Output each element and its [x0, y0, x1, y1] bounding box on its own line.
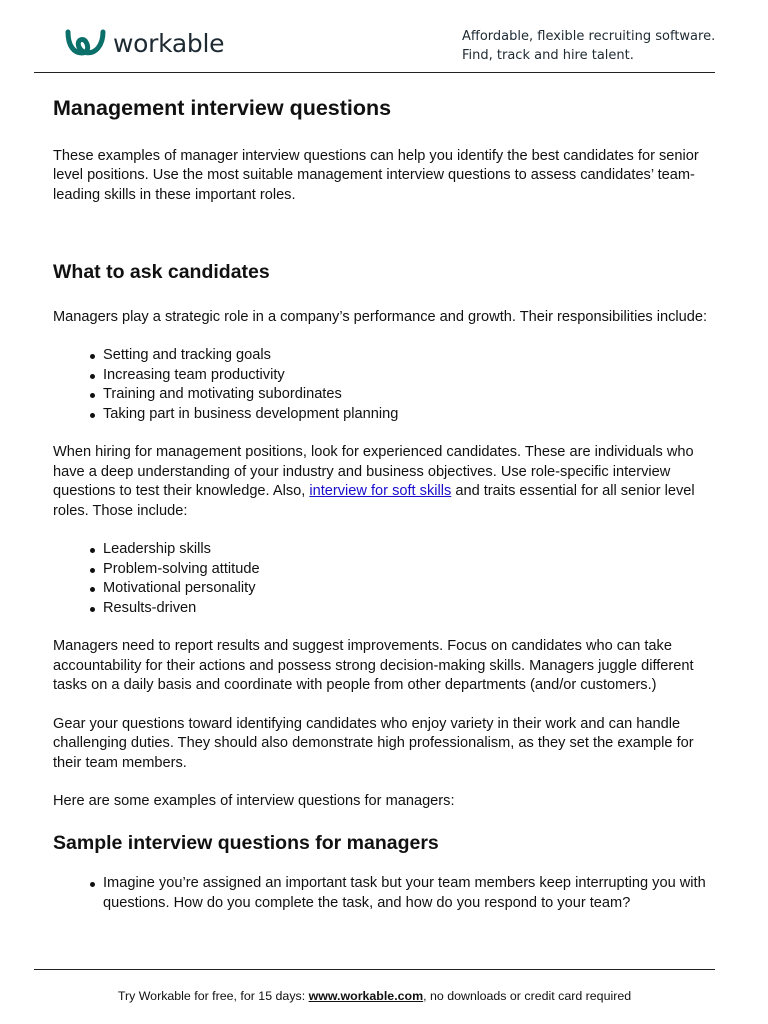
header-tagline: [462, 27, 715, 65]
hiring-text-after: and traits essential for all senior level roles. Those include:: [53, 483, 695, 519]
hiring-paragraph: [53, 443, 718, 521]
logo-wordmark: workable: [113, 28, 225, 58]
list-item: Training and motivating subordinates: [103, 385, 718, 405]
footer-link[interactable]: www.workable.com: [308, 989, 424, 1003]
page-footer: [34, 969, 715, 1003]
workable-logo-icon: [64, 28, 110, 58]
page-title: Management interview questions: [53, 96, 392, 120]
list-item: Imagine you’re assigned an important task but your team members keep interrupting you with questions. How do you complete the task, and how do you respond to your team?: [103, 874, 718, 913]
footer-text-after: , no downloads or credit card required: [423, 989, 632, 1003]
list-item: Motivational personality: [103, 579, 718, 599]
variety-paragraph: Gear your questions toward identifying candidates who enjoy variety in their work and can handle challenging duties. They should also demonstrate high professionalism, as they set the example for their team members.: [53, 715, 694, 771]
footer-text: [34, 989, 715, 1003]
intro-paragraph: These examples of manager interview questions can help you identify the best candidates for senior level positions. Use the most suitable management interview questions to assess candidates’ team-leading skills in these important roles.: [53, 147, 699, 203]
article-body: [53, 96, 718, 913]
tagline-line-2: Find, track and hire talent.: [462, 48, 634, 63]
section-heading-what-to-ask: What to ask candidates: [53, 261, 270, 284]
tagline-line-1: Affordable, flexible recruiting software.: [462, 29, 716, 44]
section-heading-sample-questions: Sample interview questions for managers: [53, 831, 439, 854]
hiring-text-before: When hiring for management positions, look for experienced candidates. These are individuals who have a deep understanding of your industry and business objectives. Use role-specific interview questions to test their knowledge. Also,: [53, 444, 694, 500]
list-item: Results-driven: [103, 599, 718, 619]
responsibilities-paragraph: Managers play a strategic role in a company’s performance and growth. Their responsibilities include:: [53, 308, 708, 325]
traits-list: [53, 540, 718, 618]
soft-skills-link[interactable]: interview for soft skills: [309, 483, 452, 500]
sample-questions-list: [53, 874, 718, 913]
workable-logo[interactable]: [64, 28, 224, 58]
list-item: Setting and tracking goals: [103, 346, 718, 366]
list-item: Problem-solving attitude: [103, 560, 718, 580]
footer-text-before: Try Workable for free, for 15 days:: [117, 989, 309, 1003]
list-item: Leadership skills: [103, 540, 718, 560]
list-item: Increasing team productivity: [103, 366, 718, 386]
page-header: [34, 0, 715, 73]
accountability-paragraph: Managers need to report results and suggest improvements. Focus on candidates who can take accountability for their actions and possess strong decision-making skills. Managers juggle different tasks on a daily basis and coordinate with people from other departments (and/or customers.): [53, 638, 694, 694]
examples-intro-paragraph: Here are some examples of interview questions for managers:: [53, 793, 455, 810]
list-item: Taking part in business development planning: [103, 405, 718, 425]
responsibilities-list: [53, 346, 718, 424]
